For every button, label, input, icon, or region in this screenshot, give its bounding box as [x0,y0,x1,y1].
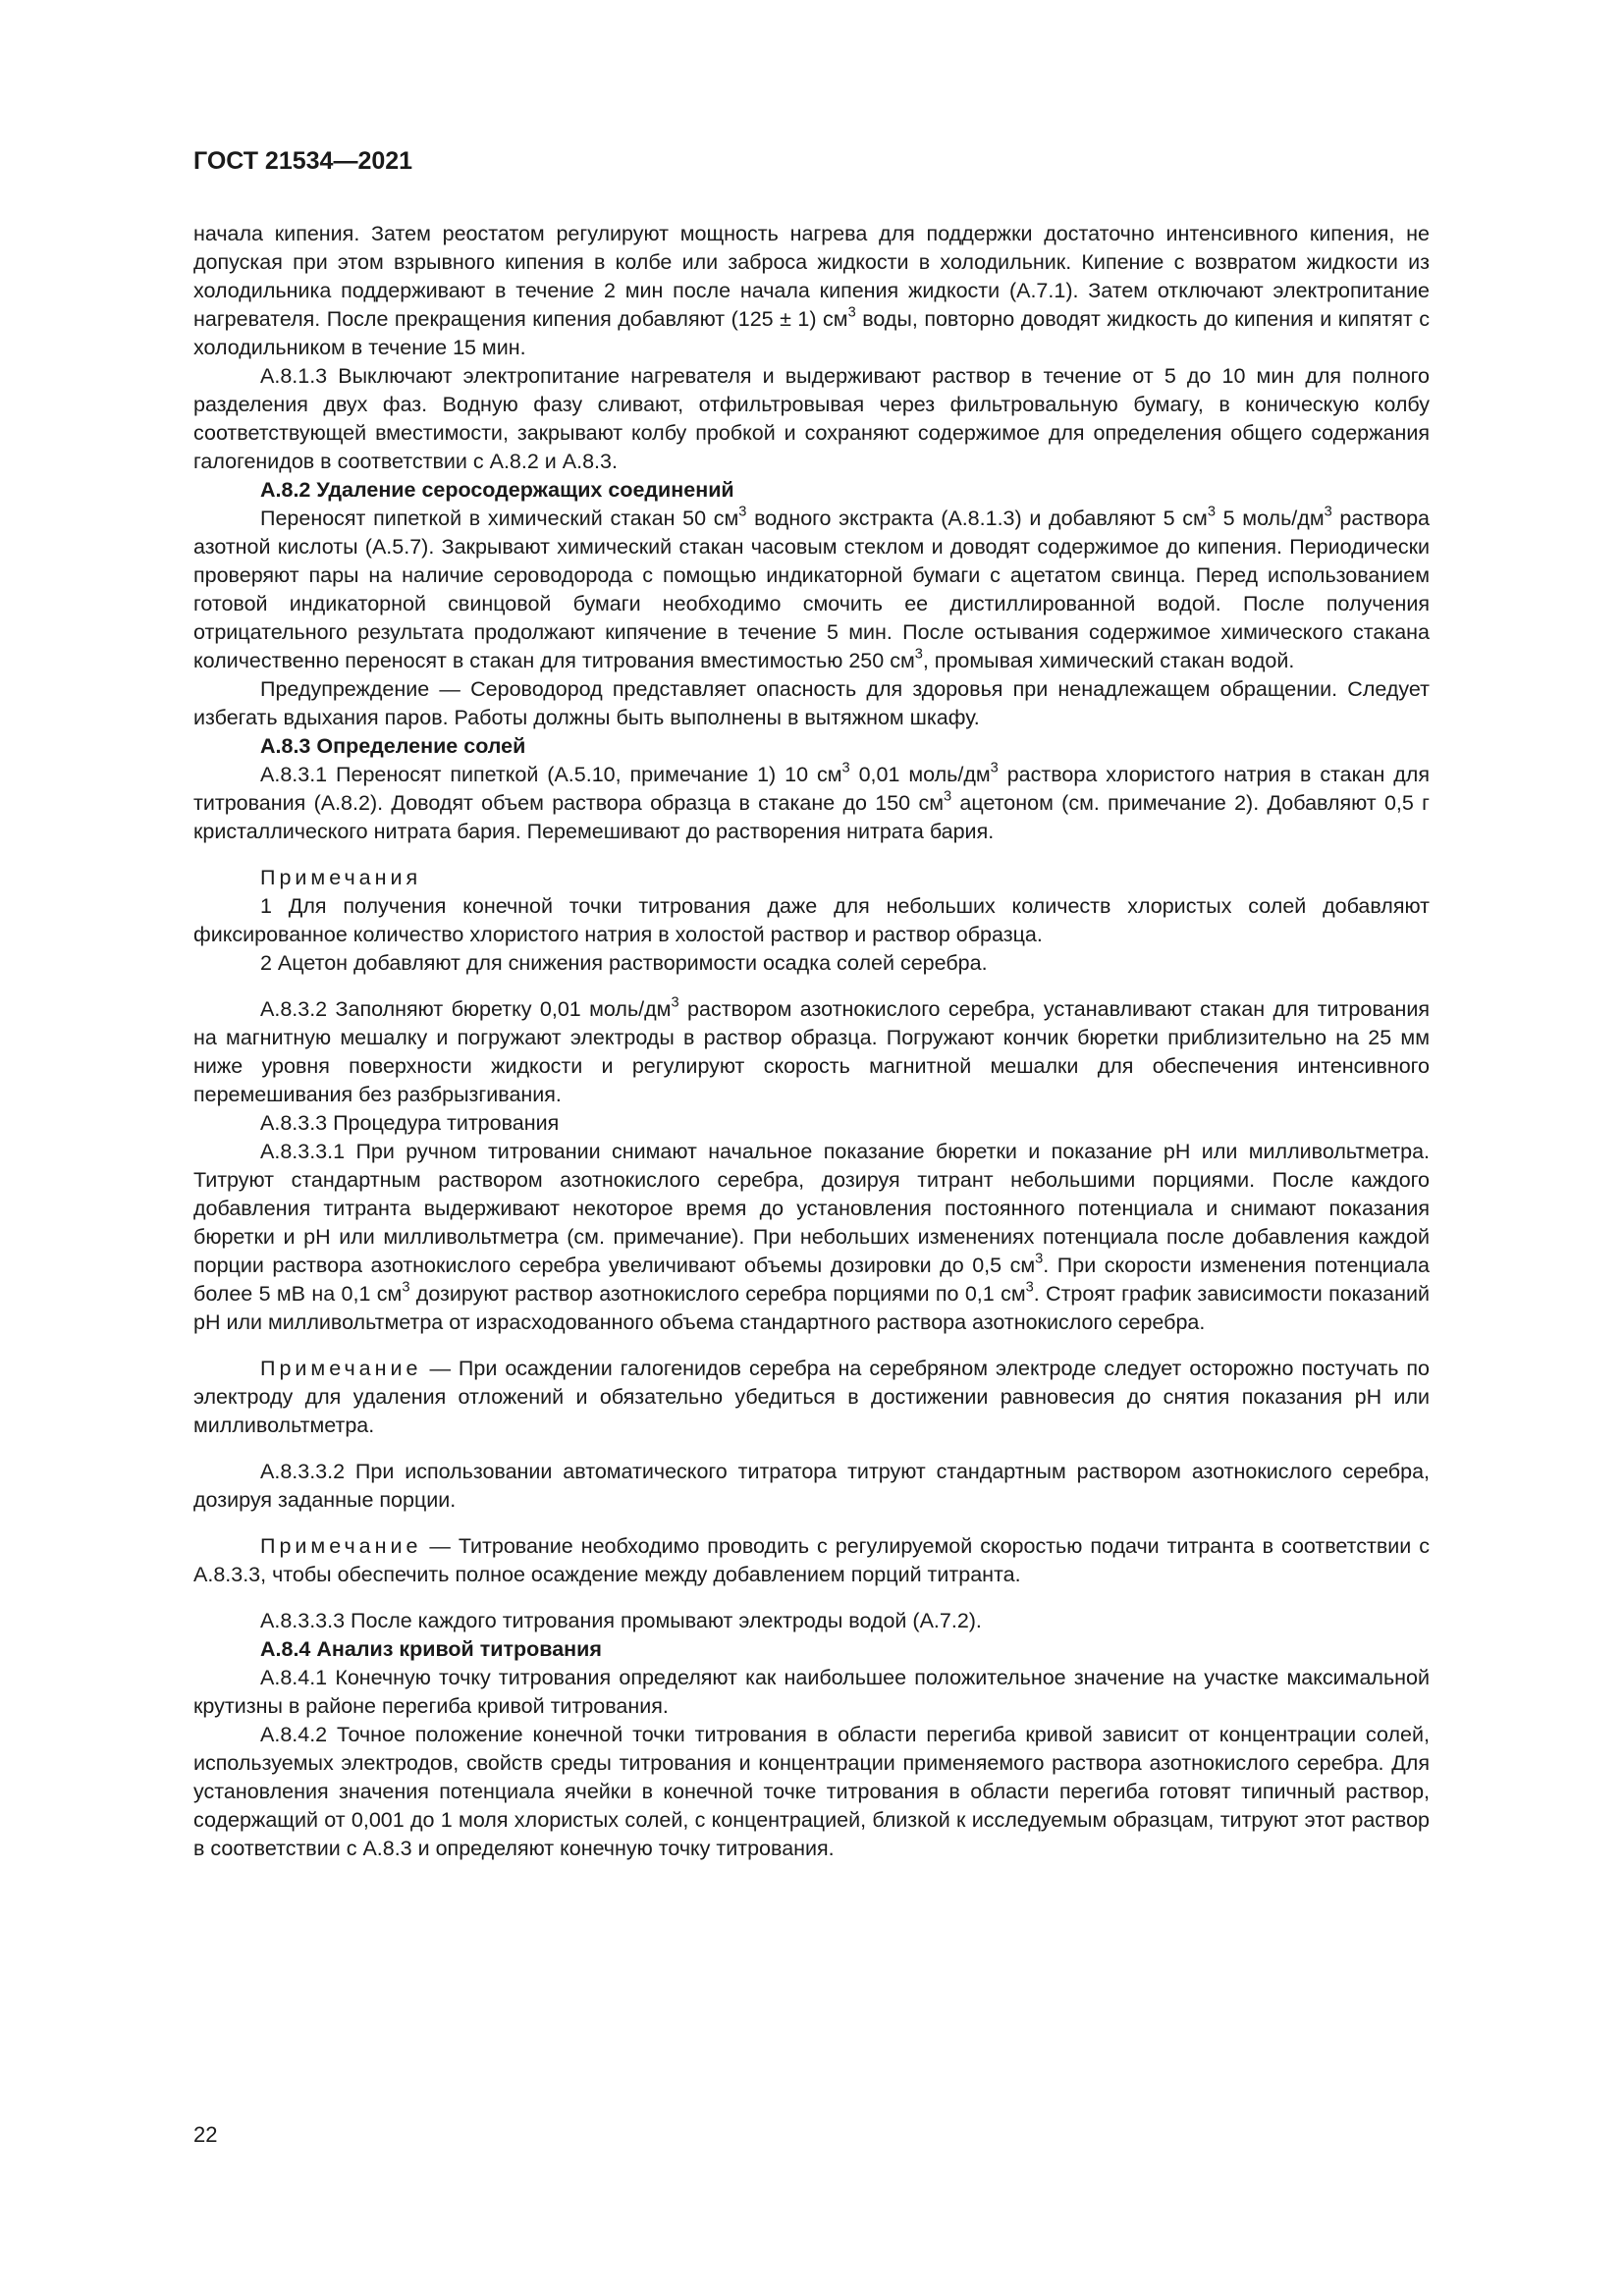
paragraph-a8332: А.8.3.3.2 При использовании автоматического титратора титруют стандартным раствором азотнокислого серебра, дозируя заданные порции. [193,1460,1430,1512]
paragraph-a832: А.8.3.2 Заполняют бюретку 0,01 моль/$дм^3$ раствором азотнокислого серебра, устанавливают стакан для титрования на магнитную мешалку и погружают электроды в раствор образца. Погружают кончик бюретки приблизительно на 25 мм ниже уровня поверхности жидкости и регулируют скорость магнитной мешалки для обеспечения интенсивного перемешивания без разбрызгивания. [193,994,1430,1106]
notes-title: Примечания [260,866,422,889]
standard-header: ГОСТ 21534—2021 [193,147,413,175]
heading-a82: А.8.2 Удаление серосодержащих соединений [260,478,734,502]
paragraph-a8331: А.8.3.3.1 При ручном титровании снимают начальное показание бюретки и показание pH или милливольтметра. Титруют стандартным раствором азотнокислого серебра, дозируя титрант небольшими порциями. После каждого добавления титранта выдерживают некоторое время до установления постоянного потенциала и снимают показания бюретки и pH или милливольтметра (см. примечание). При небольших изменениях потенциала после добавления каждой порции раствора азотнокислого серебра увеличивают объемы дозировки до 0,5 $см^3$. При скорости изменения потенциала более 5 мВ на 0,1 $см^3$ дозируют раствор азотнокислого серебра порциями по 0,1 $см^3$. Строят график зависимости показаний pH или милливольтметра от израсходованного объема стандартного раствора азотнокислого серебра. [193,1140,1431,1334]
paragraph-a812-continued: начала кипения. Затем реостатом регулируют мощность нагрева для поддержки достаточно интенсивного кипения, не допуская при этом взрывного кипения в колбе или заброса жидкости в холодильник. Кипение с возвратом жидкости из холодильника поддерживают в течение 2 мин после начала кипения жидкости (А.7.1). Затем отключают электропитание нагревателя. После прекращения кипения добавляют (125 ± 1) $см^3$ воды, повторно доводят жидкость до кипения и кипятят с холодильником в течение 15 мин. [193,222,1431,359]
note-a8332: Примечание — Титрование необходимо проводить с регулируемой скоростью подачи титранта в соответствии с А.8.3.3, чтобы обеспечить полное осаждение между добавлением порций титранта. [193,1534,1430,1586]
note-a8331: Примечание — При осаждении галогенидов серебра на серебряном электроде следует осторожно постучать по электроду для удаления отложений и обязательно убедиться в достижении равновесия до снятия показания pH или милливольтметра. [193,1357,1430,1437]
heading-a83: А.8.3 Определение солей [260,734,526,758]
paragraph-a841: А.8.4.1 Конечную точку титрования определяют как наибольшее положительное значение на участке максимальной крутизны в районе перегиба кривой титрования. [193,1666,1430,1718]
paragraph-a831: А.8.3.1 Переносят пипеткой (А.5.10, примечание 1) 10 $см^3$ 0,01 моль/$дм^3$ раствора хлористого натрия в стакан для титрования (А.8.2). Доводят объем раствора образца в стакане до 150 $см^3$ ацетоном (см. примечание 2). Добавляют 0,5 г кристаллического нитрата бария. Перемешивают до растворения нитрата бария. [193,760,1430,843]
paragraph-a8333: А.8.3.3.3 После каждого титрования промывают электроды водой (А.7.2). [260,1609,982,1632]
note-1: 1 Для получения конечной точки титрования даже для небольших количеств хлористых солей добавляют фиксированное количество хлористого натрия в холостой раствор и раствор образца. [193,894,1430,946]
note-2: 2 Ацетон добавляют для снижения растворимости осадка солей серебра. [260,951,988,975]
heading-a84: А.8.4 Анализ кривой титрования [260,1637,602,1661]
page-number: 22 [193,2122,218,2147]
page-body [193,220,1430,1863]
note-label: Примечание [260,1357,422,1380]
paragraph-a842: А.8.4.2 Точное положение конечной точки титрования в области перегиба кривой зависит от концентрации солей, используемых электродов, свойств среды титрования и концентрации применяемого раствора азотнокислого серебра. Для установления значения потенциала ячейки в конечной точке титрования в области перегиба готовят типичный раствор, содержащий от 0,001 до 1 моля хлористых солей, с концентрацией, близкой к исследуемым образцам, титруют этот раствор в соответствии с А.8.3 и определяют конечную точку титрования. [193,1723,1430,1860]
paragraph-a813: А.8.1.3 Выключают электропитание нагревателя и выдерживают раствор в течение от 5 до 10 мин для полного разделения двух фаз. Водную фазу сливают, отфильтровывая через фильтровальную бумагу, в коническую колбу соответствующей вместимости, закрывают колбу пробкой и сохраняют содержимое для определения общего содержания галогенидов в соответствии с А.8.2 и А.8.3. [193,364,1430,473]
note-label: Примечание [260,1534,422,1558]
paragraph-a82: Переносят пипеткой в химический стакан 50 $см^3$ водного экстракта (А.8.1.3) и добавляют 5 $см^3$ 5 моль/$дм^3$ раствора азотной кислоты (А.5.7). Закрывают химический стакан часовым стеклом и доводят содержимое до кипения. Периодически проверяют пары на наличие сероводорода с помощью индикаторной бумаги с ацетатом свинца. Перед использованием готовой индикаторной свинцовой бумаги необходимо смочить ее дистиллированной водой. После получения отрицательного результата продолжают кипячение в течение 5 мин. После остывания содержимое химического стакана количественно переносят в стакан для титрования вместимостью 250 $см^3$, промывая химический стакан водой. [193,504,1431,672]
paragraph-a833: А.8.3.3 Процедура титрования [260,1111,560,1135]
warning-paragraph: Предупреждение — Сероводород представляет опасность для здоровья при ненадлежащем обращении. Следует избегать вдыхания паров. Работы должны быть выполнены в вытяжном шкафу. [193,677,1430,729]
